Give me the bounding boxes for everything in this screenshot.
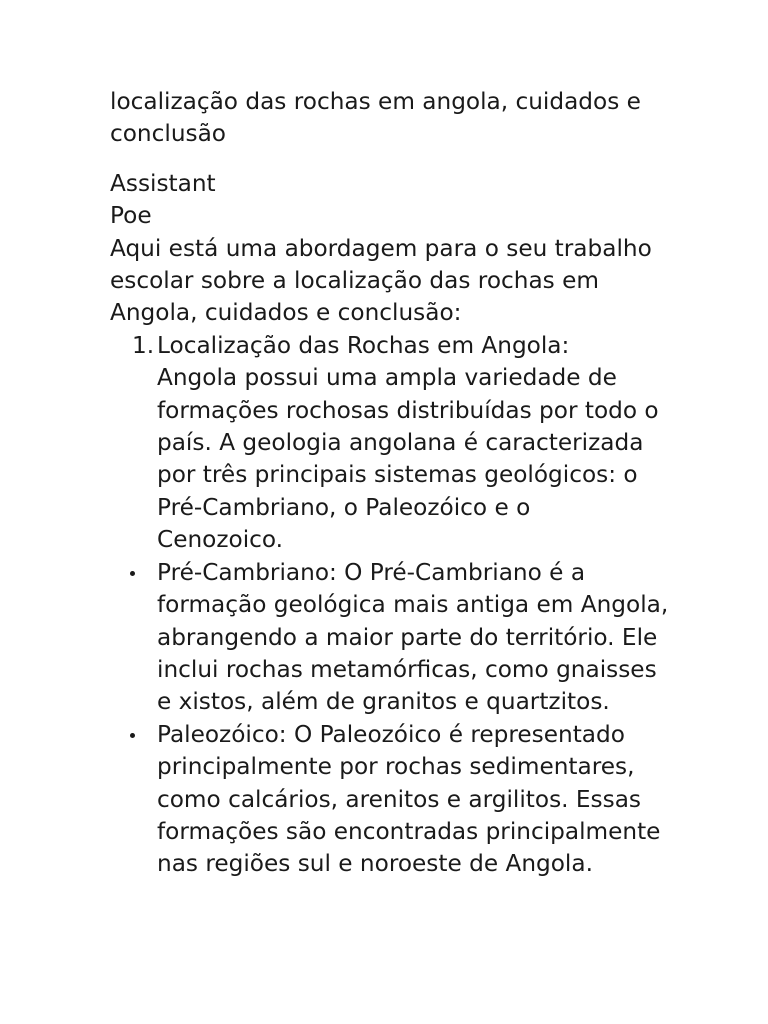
bullet-dot-icon	[130, 571, 135, 576]
item-line: abrangendo a maior parte do território. Ele	[157, 623, 658, 651]
intro-line: escolar sobre a localização das rochas em	[110, 267, 599, 295]
bullet-list-item	[110, 557, 670, 719]
item-line: formações são encontradas principalmente	[157, 817, 661, 845]
speaker-label: Assistant	[110, 169, 216, 197]
item-line: Angola possui uma ampla variedade de	[157, 364, 617, 392]
item-line: Pré-Cambriano: O Pré-Cambriano é a	[157, 558, 586, 586]
item-line: nas regiões sul e noroeste de Angola.	[157, 850, 593, 878]
item-line: por três principais sistemas geológicos: o	[157, 461, 638, 489]
prompt-line: conclusão	[110, 120, 226, 148]
item-line: como calcários, arenitos e argilitos. Essas	[157, 785, 642, 813]
document-page	[110, 86, 670, 881]
bullet-dot-icon	[130, 733, 135, 738]
item-line: formações rochosas distribuídas por todo o	[157, 396, 659, 424]
item-line: Paleozóico: O Paleozóico é representado	[157, 720, 625, 748]
item-line: formação geológica mais antiga em Angola,	[157, 591, 669, 619]
response-block	[110, 168, 670, 881]
user-prompt	[110, 86, 670, 151]
item-line: Cenozoico.	[157, 526, 284, 554]
item-line: inclui rochas metamórficas, como gnaisses	[157, 655, 657, 683]
item-line: país. A geologia angolana é caracterizada	[157, 429, 644, 457]
bullet-list-item	[110, 719, 670, 881]
numbered-list-item	[110, 330, 670, 557]
item-line: Pré-Cambriano, o Paleozóico e o	[157, 493, 531, 521]
list-number: 1.	[132, 331, 155, 359]
item-line: Localização das Rochas em Angola:	[157, 331, 570, 359]
item-line: principalmente por rochas sedimentares,	[157, 753, 635, 781]
intro-line: Aqui está uma abordagem para o seu trabalho	[110, 234, 652, 262]
bot-name: Poe	[110, 202, 152, 230]
item-line: e xistos, além de granitos e quartzitos.	[157, 688, 610, 716]
intro-line: Angola, cuidados e conclusão:	[110, 299, 462, 327]
prompt-line: localização das rochas em angola, cuidados e	[110, 88, 641, 115]
